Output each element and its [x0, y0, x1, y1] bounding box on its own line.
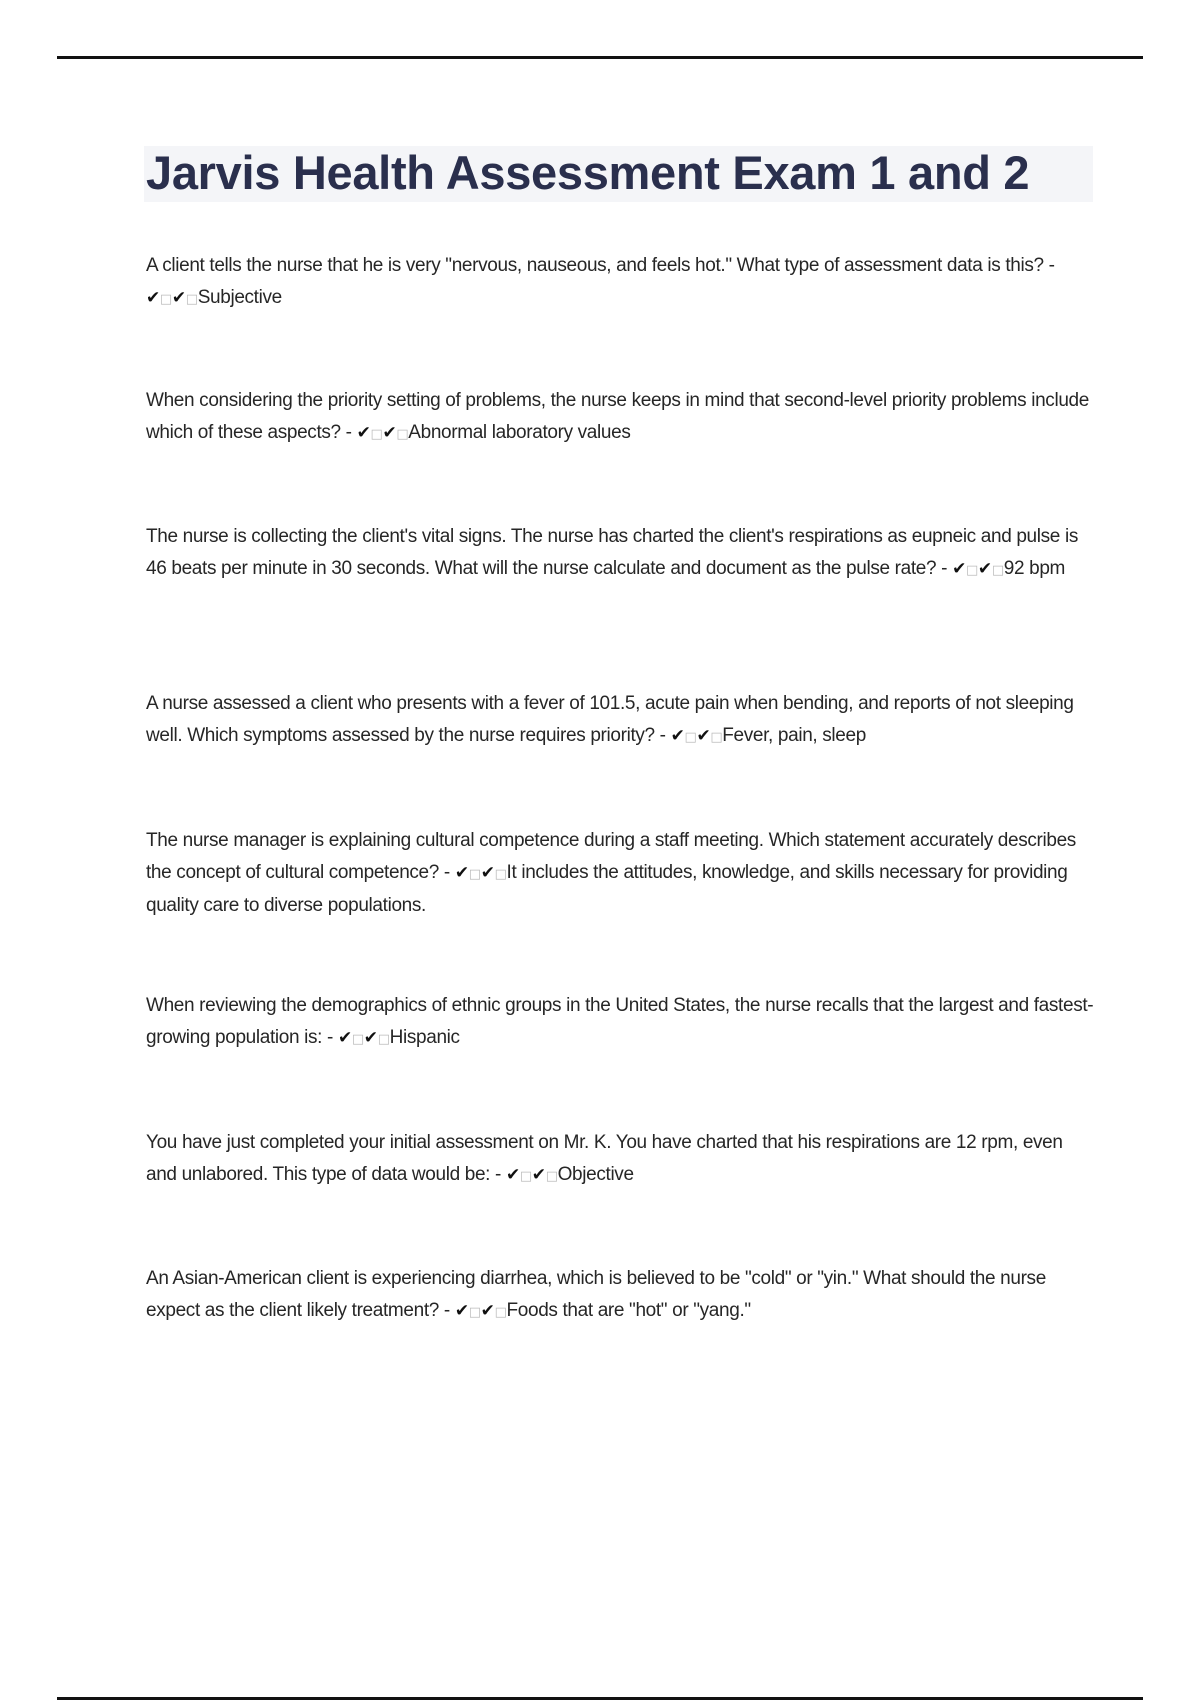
box-icon: □ [710, 729, 723, 745]
box-icon: □ [370, 426, 383, 442]
qa-item-6: When reviewing the demographics of ethnic groups in the United States, the nurse recalls that the largest and fastest-growing population is: - ✔□✔□Hispanic [146, 995, 1094, 1048]
box-icon: □ [991, 562, 1004, 578]
answer-text: Fever, pain, sleep [722, 724, 866, 746]
box-icon: □ [468, 866, 481, 882]
question-text: The nurse is collecting the client's vital signs. The nurse has charted the client's respirations as eupneic and pulse is 46 beats per minute in 30 seconds. What will the nurse calculate and document as the pulse rate? [146, 526, 1078, 579]
check-icon: ✔ [356, 422, 371, 443]
check-icon: ✔ [505, 1164, 520, 1185]
page-title: Jarvis Health Assessment Exam 1 and 2 [146, 146, 1030, 199]
check-icon: ✔ [480, 862, 495, 883]
question-text: When reviewing the demographics of ethnic groups in the United States, the nurse recalls that the largest and fastest-growing population is: [146, 995, 1094, 1048]
box-icon: □ [494, 1304, 507, 1320]
check-icon: ✔ [146, 287, 160, 308]
qa-item-3: The nurse is collecting the client's vital signs. The nurse has charted the client's respirations as eupneic and pulse is 46 beats per minute in 30 seconds. What will the nurse calculate and document as the pulse rate? - ✔□✔□92 bpm [146, 526, 1078, 579]
check-icon: ✔ [337, 1027, 352, 1048]
check-icon: ✔ [977, 558, 992, 579]
answer-text: Abnormal laboratory values [408, 421, 631, 443]
answer-text: Hispanic [389, 1026, 460, 1048]
top-rule [57, 56, 1143, 59]
box-icon: □ [396, 426, 409, 442]
question-text: A client tells the nurse that he is very "nervous, nauseous, and feels hot." What type of assessment data is this? [146, 255, 1044, 276]
qa-item-8: An Asian-American client is experiencing diarrhea, which is believed to be "cold" or "yin." What should the nurse expect as the client likely treatment? - ✔□✔□Foods that are "hot" or "yang." [146, 1268, 1046, 1321]
answer-text: Objective [557, 1163, 634, 1185]
check-icon: ✔ [454, 862, 469, 883]
question-text: The nurse manager is explaining cultural competence during a staff meeting. Which statement accurately describes the concept of cultural competence? [146, 830, 1076, 883]
check-icon: ✔ [696, 725, 711, 746]
qa-item-5: The nurse manager is explaining cultural competence during a staff meeting. Which statement accurately describes the concept of cultural competence? - ✔□✔□It includes the attitudes, knowledge, and skills necessary for providing quality care to diverse populations. [146, 830, 1076, 916]
check-icon: ✔ [952, 558, 966, 579]
answer-text: Subjective [197, 286, 282, 308]
question-text: You have just completed your initial assessment on Mr. K. You have charted that his respirations are 12 rpm, even and unlabored. This type of data would be: [146, 1132, 1063, 1185]
question-text: An Asian-American client is experiencing diarrhea, which is believed to be "cold" or "yin." What should the nurse expect as the client likely treatment? [146, 1268, 1046, 1321]
box-icon: □ [519, 1168, 532, 1184]
question-text: A nurse assessed a client who presents with a fever of 101.5, acute pain when bending, and reports of not sleeping well. Which symptoms assessed by the nurse requires priority? [146, 693, 1074, 746]
box-icon: □ [185, 291, 198, 307]
box-icon: □ [545, 1168, 558, 1184]
answer-text: 92 bpm [1003, 557, 1066, 579]
answer-text: Foods that are "hot" or "yang." [506, 1299, 751, 1321]
check-icon: ✔ [171, 287, 186, 308]
box-icon: □ [468, 1304, 481, 1320]
box-icon: □ [965, 562, 978, 578]
qa-item-7: You have just completed your initial assessment on Mr. K. You have charted that his respirations are 12 rpm, even and unlabored. This type of data would be: - ✔□✔□Objective [146, 1132, 1063, 1185]
box-icon: □ [377, 1031, 390, 1047]
check-icon: ✔ [531, 1164, 546, 1185]
check-icon: ✔ [670, 725, 685, 746]
check-icon: ✔ [454, 1300, 469, 1321]
box-icon: □ [494, 866, 507, 882]
box-icon: □ [684, 729, 697, 745]
check-icon: ✔ [382, 422, 397, 443]
qa-item-4: A nurse assessed a client who presents with a fever of 101.5, acute pain when bending, and reports of not sleeping well. Which symptoms assessed by the nurse requires priority? - ✔□✔□Fever, pain, sleep [146, 693, 1074, 746]
check-icon: ✔ [480, 1300, 495, 1321]
box-icon: □ [159, 291, 172, 307]
qa-item-2: When considering the priority setting of problems, the nurse keeps in mind that second-level priority problems include which of these aspects? - ✔□✔□Abnormal laboratory values [146, 390, 1089, 443]
question-text: When considering the priority setting of problems, the nurse keeps in mind that second-level priority problems include which of these aspects? [146, 390, 1089, 443]
box-icon: □ [351, 1031, 364, 1047]
check-icon: ✔ [363, 1027, 378, 1048]
answer-text: It includes the attitudes, knowledge, and skills necessary for providing quality care to diverse populations. [146, 861, 1068, 916]
qa-item-1: A client tells the nurse that he is very "nervous, nauseous, and feels hot." What type of assessment data is this? - ✔□✔□Subjective [146, 255, 1055, 308]
